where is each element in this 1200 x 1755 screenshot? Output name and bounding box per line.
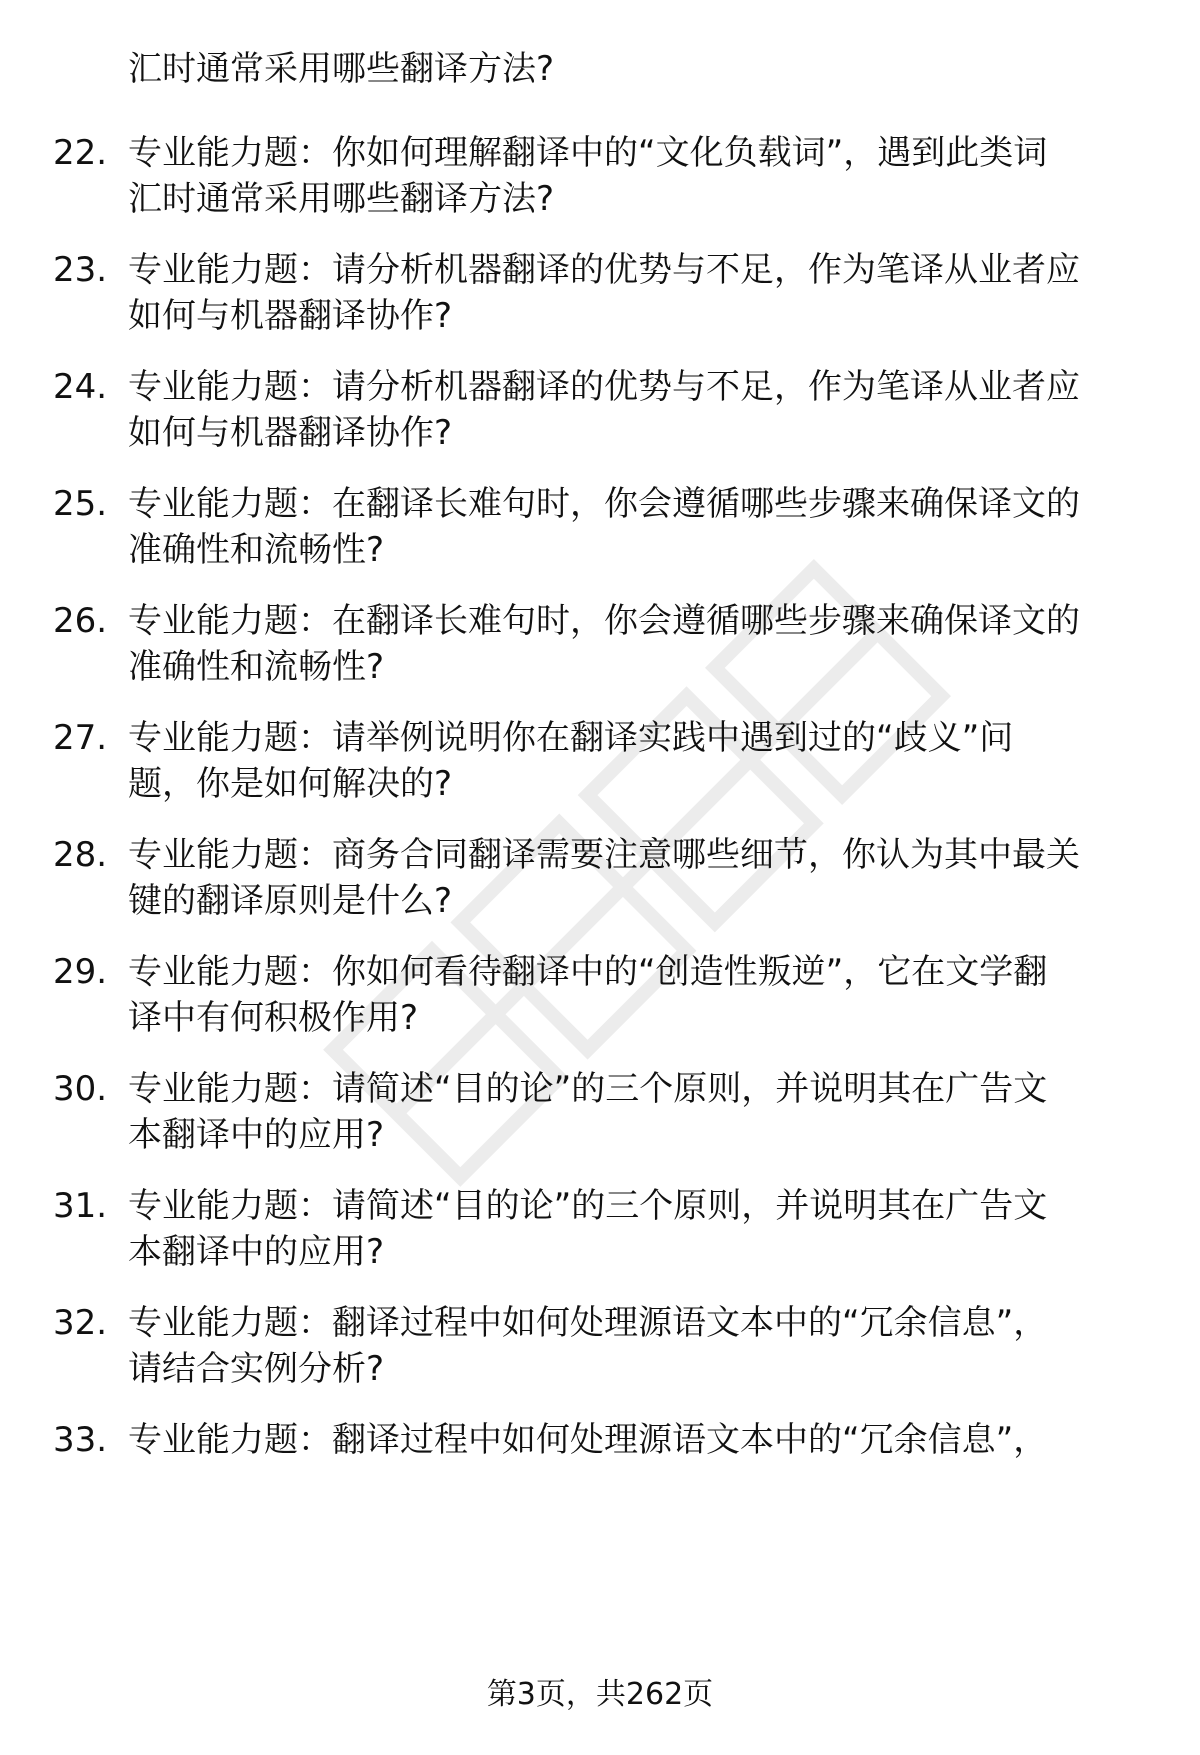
question-number: 28.: [53, 835, 108, 875]
question-number: 31.: [53, 1186, 108, 1226]
question-number: 25.: [53, 484, 108, 524]
question-number: 24.: [53, 367, 108, 407]
question-text: 专业能力题：你如何理解翻译中的“文化负载词”，遇到此类词 汇时通常采用哪些翻译方法?: [128, 133, 1048, 219]
question-number: 29.: [53, 952, 108, 992]
question-number: 30.: [53, 1069, 108, 1109]
page-number-footer: 第3页，共262页: [486, 1677, 714, 1712]
question-text: 专业能力题：翻译过程中如何处理源语文本中的“冗余信息”，: [128, 1420, 1048, 1460]
question-text: 专业能力题：请简述“目的论”的三个原则，并说明其在广告文 本翻译中的应用?: [128, 1069, 1048, 1155]
question-text: 汇时通常采用哪些翻译方法?: [128, 49, 555, 89]
question-text: 专业能力题：在翻译长难句时，你会遵循哪些步骤来确保译文的 准确性和流畅性?: [128, 601, 1080, 687]
question-number: 22.: [53, 133, 108, 173]
question-number: 26.: [53, 601, 108, 641]
question-text: 专业能力题：你如何看待翻译中的“创造性叛逆”，它在文学翻 译中有何积极作用?: [128, 952, 1048, 1038]
question-number: 27.: [53, 718, 108, 758]
question-number: 33.: [53, 1420, 108, 1460]
question-text: 专业能力题：请举例说明你在翻译实践中遇到过的“歧义”问 题，你是如何解决的?: [128, 718, 1014, 804]
question-text: 专业能力题：请分析机器翻译的优势与不足，作为笔译从业者应 如何与机器翻译协作?: [128, 367, 1080, 453]
question-number: 23.: [53, 250, 108, 290]
question-text: 专业能力题：请简述“目的论”的三个原则，并说明其在广告文 本翻译中的应用?: [128, 1186, 1048, 1272]
question-number: 32.: [53, 1303, 108, 1343]
question-text: 专业能力题：商务合同翻译需要注意哪些细节，你认为其中最关 键的翻译原则是什么?: [128, 835, 1080, 921]
question-text: 专业能力题：在翻译长难句时，你会遵循哪些步骤来确保译文的 准确性和流畅性?: [128, 484, 1080, 570]
question-text: 专业能力题：翻译过程中如何处理源语文本中的“冗余信息”， 请结合实例分析?: [128, 1303, 1048, 1389]
question-text: 专业能力题：请分析机器翻译的优势与不足，作为笔译从业者应 如何与机器翻译协作?: [128, 250, 1080, 336]
